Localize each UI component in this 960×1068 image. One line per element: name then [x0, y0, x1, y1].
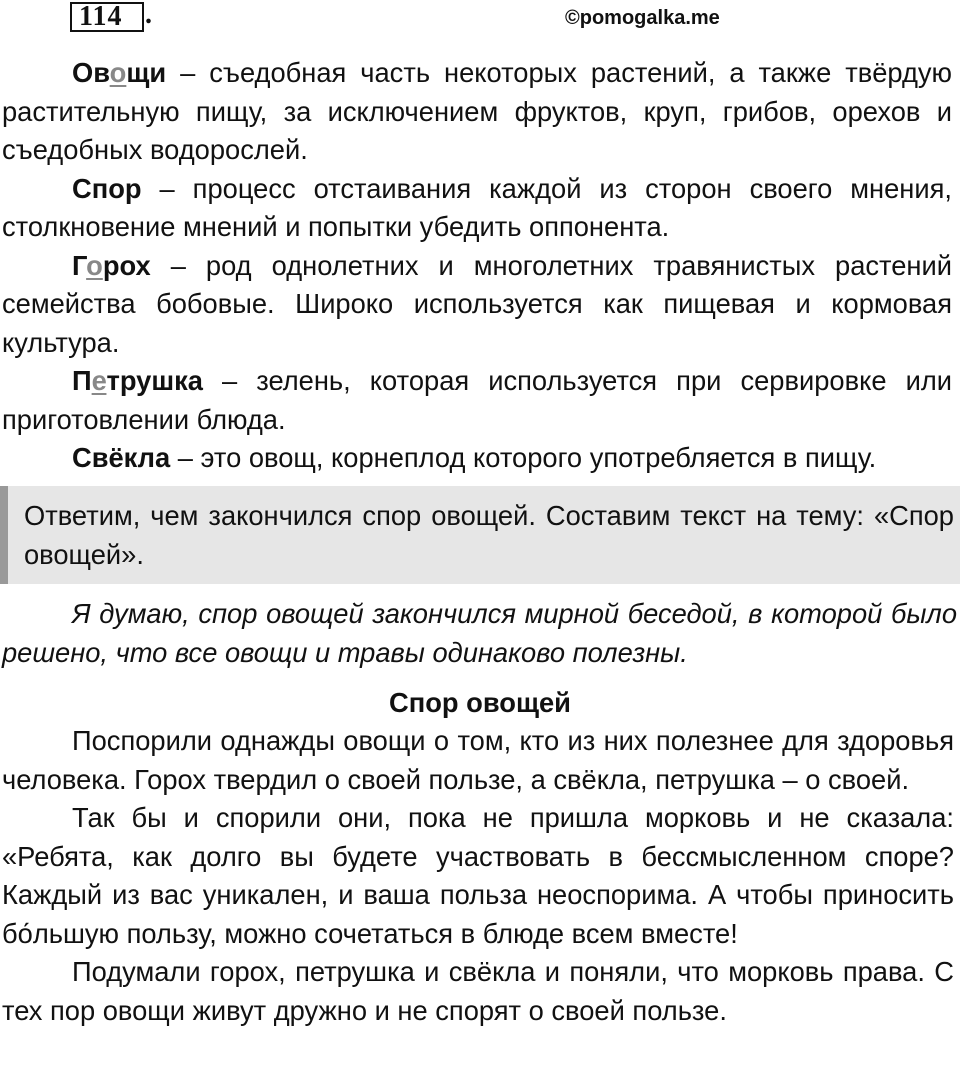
definitions-block [2, 54, 952, 478]
definition-ovoshchi [2, 54, 952, 170]
exercise-number-box [70, 2, 144, 32]
definition-gorokh [2, 247, 952, 363]
definition-text: – род однолетних и многолетних травянистых растений семейства бобовые. Широко используется как пищевая и кормовая культура. [2, 249, 952, 358]
story-block [2, 722, 954, 1030]
stress-mark: о [109, 57, 127, 88]
exercise-number: 114 [79, 1, 123, 32]
task-box [0, 486, 960, 584]
definition-text: – зелень, которая используется при сервировке или приготовлении блюда. [2, 365, 952, 435]
answer-text: Я думаю, спор овощей закончился мирной беседой, в которой было решено, что все овощи и травы одинаково полезны. [2, 598, 957, 668]
task-text: Ответим, чем закончился спор овощей. Составим текст на тему: «Спор овощей». [24, 500, 954, 570]
definition-text: – это овощ, корнеплод которого употребляется в пищу. [170, 442, 877, 473]
term: Петрушка [72, 365, 203, 396]
story-title: Спор овощей [389, 687, 571, 718]
exercise-number-dot: . [145, 0, 152, 30]
stress-mark: о [86, 249, 103, 281]
story-paragraph: Подумали горох, петрушка и свёкла и поняли, что морковь права. С тех пор овощи живут дружно и не спорят о своей пользе. [2, 956, 954, 1026]
site-watermark: ©pomogalka.me [565, 7, 720, 29]
stress-mark: е [91, 365, 107, 396]
story-paragraph: Так бы и спорили они, пока не пришла морковь и не сказала: «Ребята, как долго вы будете участвовать в бессмысленном споре? Каждый из вас уникален, и ваша польза неоспорима. А чтобы приносить бо́льшую пользу, можно сочетаться в блюде всем вместе! [2, 802, 954, 949]
definition-spor [2, 170, 952, 247]
definition-svekla [2, 439, 952, 478]
definition-text: – процесс отстаивания каждой из сторон своего мнения, столкновение мнений и попытки убедить оппонента. [2, 172, 952, 242]
definition-text: – съедобная часть некоторых растений, а также твёрдую растительную пищу, за исключением фруктов, круп, грибов, орехов и съедобных водорослей. [2, 57, 952, 165]
term: Горох [72, 249, 151, 281]
definition-petrushka [2, 362, 952, 439]
term: Овощи [72, 57, 167, 88]
term: Свёкла [72, 442, 171, 473]
term: Спор [72, 172, 142, 204]
story-paragraph: Поспорили однажды овощи о том, кто из них полезнее для здоровья человека. Горох твердил о своей пользе, а свёкла, петрушка – о своей. [2, 725, 954, 795]
